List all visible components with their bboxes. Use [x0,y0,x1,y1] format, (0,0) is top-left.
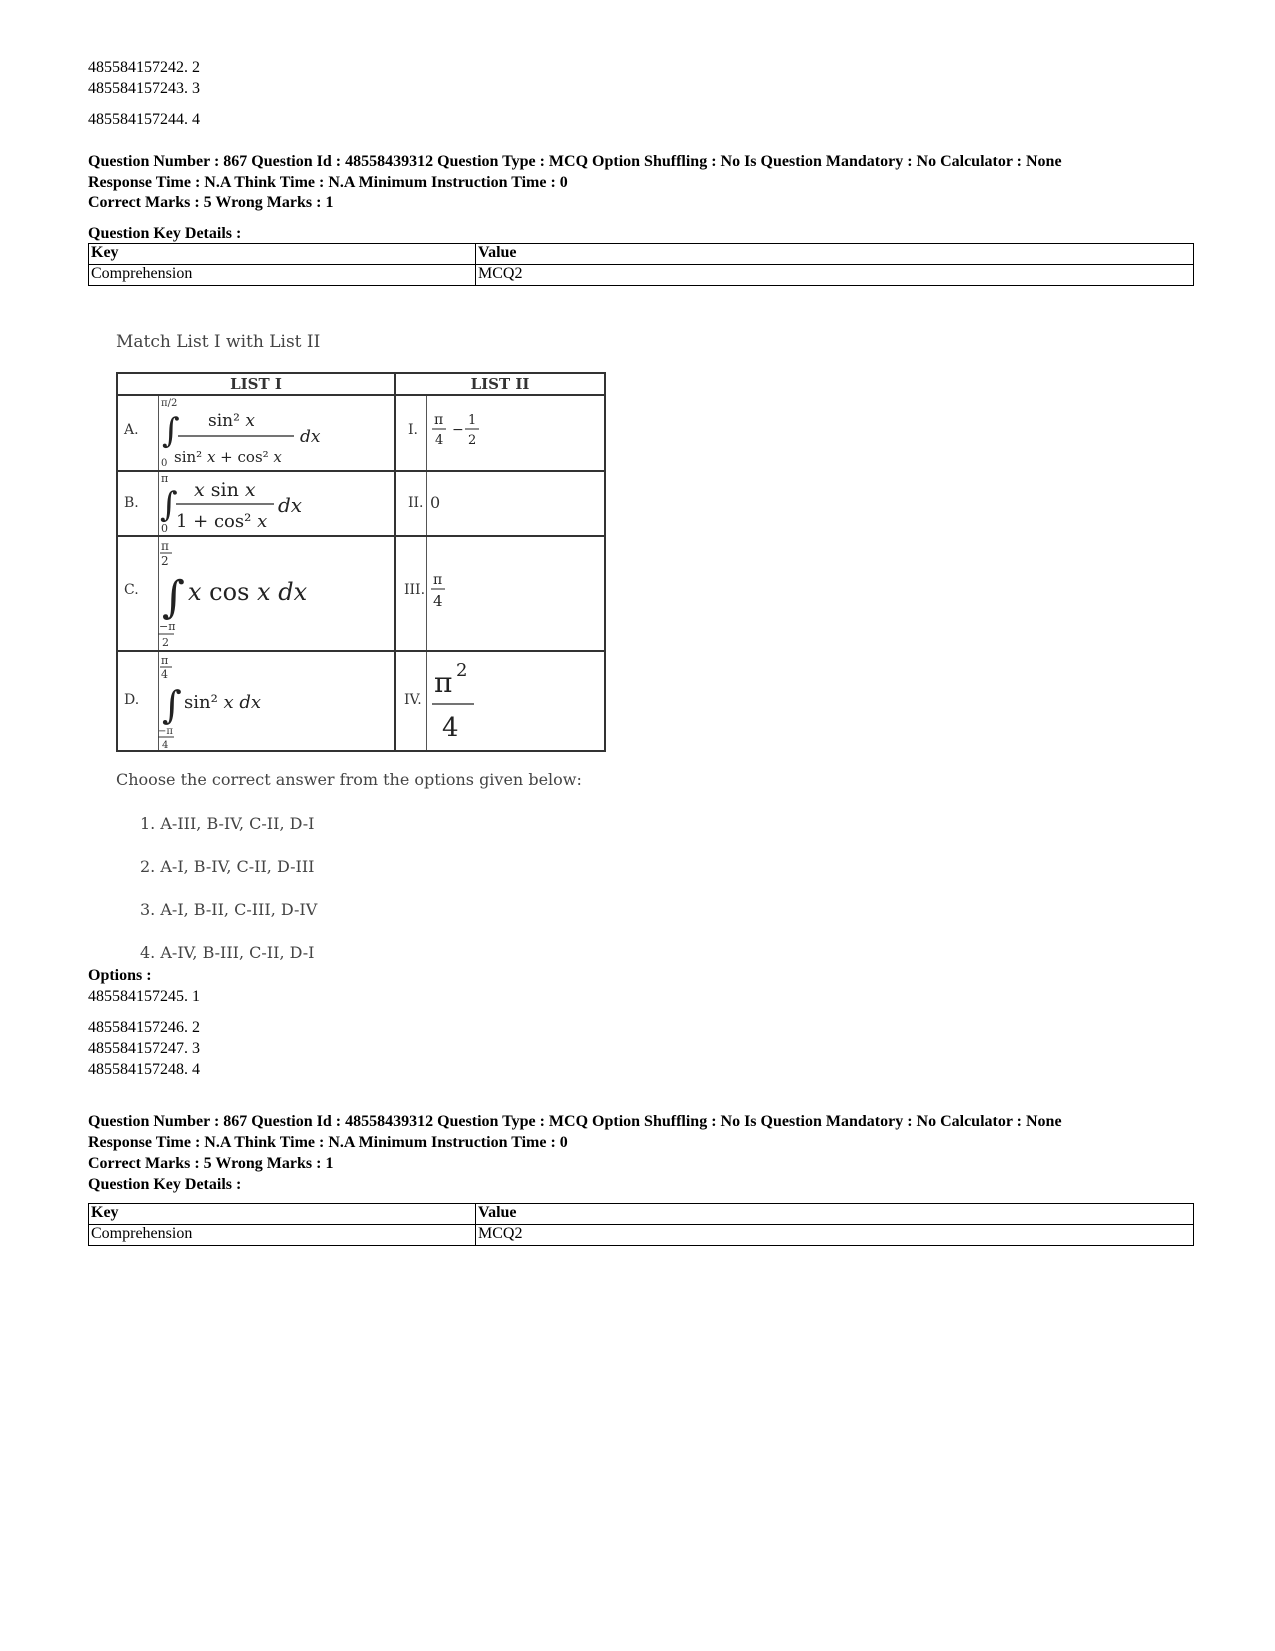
q2-key-details-table [88,1203,1194,1246]
match-table [116,372,606,752]
svg-text:2: 2 [456,660,468,681]
svg-text:π: π [161,472,169,485]
row-d-expression [158,652,394,750]
q2-meta-line1: Question Number : 867 Question Id : 48558439312 Question Type : MCQ Option Shuffling : No Is Question Mandatory : No Calculator : None [88,1113,1062,1130]
q1-key-details-table [88,243,1194,286]
q1-meta-line1: Question Number : 867 Question Id : 48558439312 Question Type : MCQ Option Shuffling : No Is Question Mandatory : No Calculator : None [88,153,1062,170]
svg-text:2: 2 [468,433,477,448]
option-1: 485584157245. 1 [88,988,200,1005]
svg-text:π: π [161,654,169,667]
svg-text:4: 4 [433,592,443,610]
svg-text:−: − [452,422,464,438]
row-d-label: D. [124,692,140,708]
key-header: Key [89,1204,476,1225]
table-row [89,265,1194,286]
svg-text:∫: ∫ [162,683,182,727]
svg-text:sin² x: sin² x [208,411,255,431]
svg-text:−π: −π [158,726,173,737]
svg-text:2: 2 [161,554,169,568]
svg-text:π: π [434,666,453,699]
row-c-expression [158,538,394,648]
value-cell: MCQ2 [476,265,1194,286]
svg-text:∫: ∫ [160,485,178,525]
answer-iv [430,656,480,746]
row-d-numeral: IV. [404,692,422,708]
row-c-numeral: III. [404,582,426,598]
svg-text:x cos x dx: x cos x dx [188,578,308,606]
row-b-numeral: II. [408,495,424,511]
svg-text:π: π [433,572,443,588]
q2-meta-line3: Correct Marks : 5 Wrong Marks : 1 [88,1155,334,1172]
svg-text:π: π [161,539,169,553]
list1-header: LIST I [230,375,282,393]
prev-option-2: 485584157242. 2 [88,59,200,76]
svg-text:2: 2 [162,636,169,648]
choice-4: 4. A-IV, B-III, C-II, D-I [140,943,315,962]
svg-text:4: 4 [162,740,169,750]
table-row [89,1225,1194,1246]
svg-text:sin² x + cos² x: sin² x + cos² x [174,448,282,466]
option-4: 485584157248. 4 [88,1061,200,1078]
choice-2: 2. A-I, B-IV, C-II, D-III [140,857,315,876]
list2-header: LIST II [470,375,530,393]
row-a-numeral: I. [408,422,418,438]
svg-text:x sin x: x sin x [194,479,256,501]
svg-text:∫: ∫ [162,411,180,451]
svg-text:π/2: π/2 [161,398,178,409]
svg-text:π: π [434,412,444,428]
svg-text:4: 4 [435,433,444,448]
key-header: Key [89,244,476,265]
row-c-label: C. [124,582,139,598]
row-b-expression [158,472,394,534]
options-label: Options : [88,967,152,984]
table-header-row [89,244,1194,265]
q2-key-details-label: Question Key Details : [88,1176,242,1193]
answer-ii: 0 [430,493,441,512]
option-3: 485584157247. 3 [88,1040,200,1057]
value-header: Value [476,1204,1194,1225]
q1-meta-line2: Response Time : N.A Think Time : N.A Minimum Instruction Time : 0 [88,174,568,191]
svg-text:−π: −π [159,620,176,633]
prev-option-4: 485584157244. 4 [88,111,200,128]
row-b-label: B. [124,495,139,511]
answer-iii [430,570,460,614]
svg-text:dx: dx [278,493,303,517]
value-cell: MCQ2 [476,1225,1194,1246]
svg-text:4: 4 [442,713,459,743]
choice-1: 1. A-III, B-IV, C-II, D-I [140,814,315,833]
q2-meta-line2: Response Time : N.A Think Time : N.A Minimum Instruction Time : 0 [88,1134,568,1151]
table-header-row [89,1204,1194,1225]
question-image [110,322,630,992]
q1-key-details-label: Question Key Details : [88,225,242,242]
q1-meta-line3: Correct Marks : 5 Wrong Marks : 1 [88,194,334,211]
row-a-label: A. [124,422,139,438]
key-cell: Comprehension [89,265,476,286]
svg-text:0: 0 [161,522,168,534]
svg-text:1 + cos² x: 1 + cos² x [176,511,268,532]
svg-text:4: 4 [161,668,168,681]
value-header: Value [476,244,1194,265]
question-title: Match List I with List II [116,332,321,352]
prev-option-3: 485584157243. 3 [88,80,200,97]
svg-text:0: 0 [161,458,168,469]
svg-text:dx: dx [300,427,321,447]
choose-instruction: Choose the correct answer from the options given below: [116,770,582,789]
choice-3: 3. A-I, B-II, C-III, D-IV [140,900,318,919]
key-cell: Comprehension [89,1225,476,1246]
answer-i [430,408,490,458]
row-a-expression [158,396,394,470]
svg-text:∫: ∫ [162,572,185,623]
option-2: 485584157246. 2 [88,1019,200,1036]
svg-text:sin² x dx: sin² x dx [184,692,262,713]
svg-text:1: 1 [468,413,477,428]
